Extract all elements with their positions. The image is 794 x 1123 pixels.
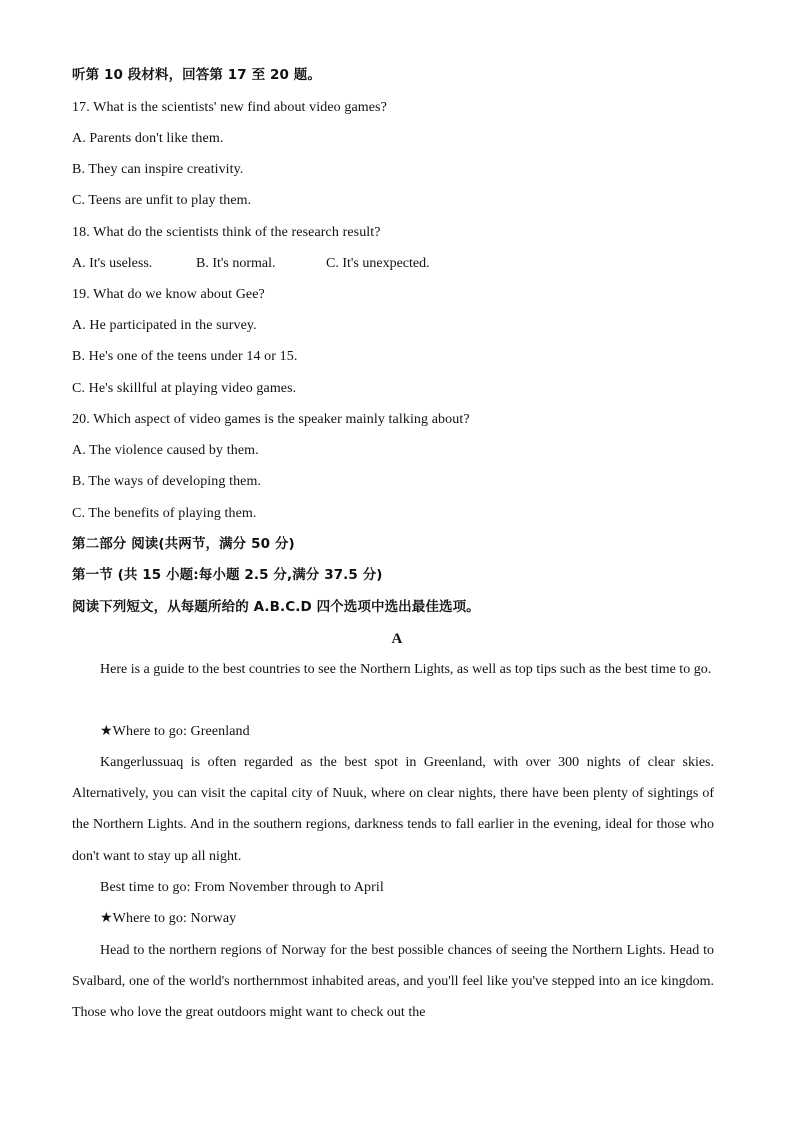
passage-intro: Here is a guide to the best countries to see the Northern Lights, as well as top tips such as the best time to go. (100, 662, 712, 677)
reading-section-title: 第一节 (共 15 小题:每小题 2.5 分,满分 37.5 分) (72, 567, 383, 583)
norway-where: ★Where to go: Norway (100, 911, 237, 926)
q19-option-b: B. He's one of the teens under 14 or 15. (72, 349, 298, 364)
greenland-best-time: Best time to go: From November through to April (100, 880, 384, 895)
reading-instructions: 阅读下列短文，从每题所给的 A.B.C.D 四个选项中选出最佳选项。 (72, 599, 480, 615)
q19-option-c: C. He's skillful at playing video games. (72, 381, 297, 396)
greenland-where: ★Where to go: Greenland (100, 724, 250, 739)
question-20: 20. Which aspect of video games is the speaker mainly talking about? (72, 412, 470, 427)
listening-heading: 听第 10 段材料，回答第 17 至 20 题。 (72, 67, 321, 83)
q18-option-c: C. It's unexpected. (326, 256, 430, 271)
q17-option-c: C. Teens are unfit to play them. (72, 193, 252, 208)
q18-option-a: A. It's useless. (72, 256, 153, 271)
question-18: 18. What do the scientists think of the research result? (72, 225, 381, 240)
question-17: 17. What is the scientists' new find about video games? (72, 100, 387, 115)
question-19: 19. What do we know about Gee? (72, 287, 265, 302)
reading-part-title: 第二部分 阅读(共两节，满分 50 分) (72, 536, 295, 552)
q18-option-b: B. It's normal. (196, 256, 276, 271)
q17-option-b: B. They can inspire creativity. (72, 162, 244, 177)
greenland-body: Kangerlussuaq is often regarded as the best spot in Greenland, with over 300 nights of clear skies. Alternatively, you can visit the capital city of Nuuk, where on clear nights, there have been plenty of sightings of the Northern Lights. And in the southern regions, darkness tends to fall earlier in the evening, ideal for those who don't want to stay up all night. (72, 755, 714, 864)
q20-option-b: B. The ways of developing them. (72, 474, 262, 489)
norway-body: Head to the northern regions of Norway for the best possible chances of seeing the Northern Lights. Head to Svalbard, one of the world's northernmost inhabited areas, and you'll feel like you've stepped into an ice kingdom. Those who love the great outdoors might want to check out the (72, 943, 714, 1021)
q20-option-c: C. The benefits of playing them. (72, 506, 257, 521)
q19-option-a: A. He participated in the survey. (72, 318, 257, 333)
passage-label: A (391, 631, 403, 647)
q17-option-a: A. Parents don't like them. (72, 131, 224, 146)
q20-option-a: A. The violence caused by them. (72, 443, 259, 458)
